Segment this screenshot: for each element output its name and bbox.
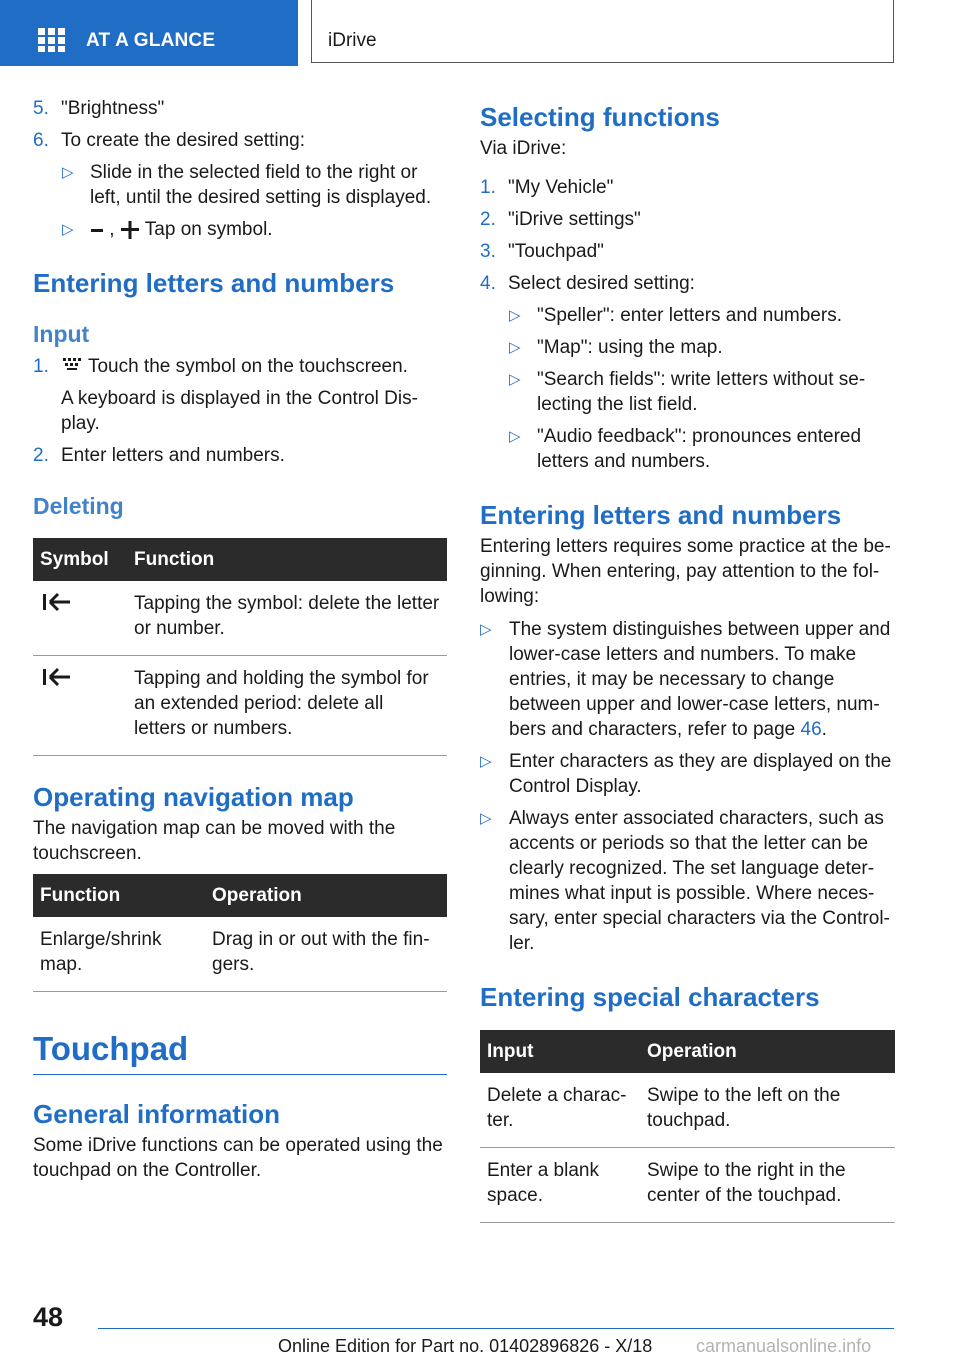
triangle-bullet-icon: ▷ <box>62 164 74 181</box>
nav-table <box>33 874 447 992</box>
table-row <box>33 917 447 992</box>
step-number: 6. <box>33 130 49 151</box>
heading-touchpad: Touchpad <box>33 1030 189 1067</box>
grid-icon <box>38 28 66 52</box>
page-header <box>0 0 960 66</box>
table-header: Operation <box>640 1030 895 1073</box>
step-text: Enter letters and numbers. <box>61 445 285 466</box>
bullet-text: "Audio feedback": pronounces entered letters and numbers. <box>537 426 862 472</box>
list-item <box>33 443 447 468</box>
triangle-bullet-icon: ▷ <box>480 753 492 770</box>
triangle-bullet-icon: ▷ <box>480 810 492 827</box>
via-text: Via iDrive: <box>480 138 567 159</box>
right-column <box>480 96 895 1223</box>
section-tab[interactable] <box>0 0 298 66</box>
keyboard-icon <box>61 356 83 378</box>
bullet-item <box>480 335 895 360</box>
step-text: "iDrive settings" <box>508 209 641 230</box>
bullet-item <box>480 749 895 799</box>
list-item <box>33 96 447 121</box>
section-divider <box>33 1074 447 1075</box>
bullet-item <box>480 303 895 328</box>
list-item <box>33 128 447 153</box>
table-cell: Tapping and holding the symbol for an extended period: delete all letters or numbers. <box>127 656 447 756</box>
list-item <box>33 354 447 436</box>
table-header: Function <box>127 538 447 581</box>
step-label: Touch the symbol on the touchscreen. <box>87 356 408 377</box>
table-cell: Tapping the symbol: delete the letter or number. <box>127 581 447 656</box>
bullet-item <box>33 160 447 210</box>
step-number: 4. <box>480 273 496 294</box>
page-number: 48 <box>33 1302 64 1332</box>
left-column <box>33 96 447 1183</box>
step-text: "My Vehicle" <box>508 177 614 198</box>
step-number: 1. <box>480 177 496 198</box>
bullet-text: Always enter associated characters, such as accents or periods so that the letter can be clearly recognized. The set language deter‐mines what input is possible. Where neces‐sary, enter special characters via the Control‐ler. <box>509 808 890 954</box>
list-item <box>480 207 895 232</box>
general-paragraph: Some iDrive functions can be operated using the touchpad on the Controller. <box>33 1135 443 1181</box>
step-extra: A keyboard is displayed in the Control Dis‐play. <box>61 388 418 434</box>
table-cell: Drag in or out with the fin‐gers. <box>205 917 447 992</box>
step-number: 2. <box>33 445 49 466</box>
bullet-label: Tap on symbol. <box>144 219 273 240</box>
tip-text: The system distinguishes between upper and lower-case letters and numbers. To make entries, it may be necessary to change between upper and lower-case letters, num‐bers and characters, refer to page <box>509 619 891 740</box>
table-cell: Swipe to the left on the touchpad. <box>640 1073 895 1148</box>
table-cell: Delete a charac‐ter. <box>480 1073 640 1148</box>
step-text: "Brightness" <box>61 98 165 119</box>
table-header: Operation <box>205 874 447 917</box>
step-number: 5. <box>33 98 49 119</box>
entering-paragraph: Entering letters requires some practice at the be‐ginning. When entering, pay attention to the fol‐lowing: <box>480 536 891 607</box>
bullet-text: "Map": using the map. <box>537 337 723 358</box>
step-text <box>61 354 447 379</box>
heading-special-characters: Entering special characters <box>480 982 820 1012</box>
table-row <box>480 1148 895 1223</box>
heading-general-info: General information <box>33 1099 281 1129</box>
table-cell <box>33 581 127 656</box>
table-cell: Enlarge/shrink map. <box>33 917 205 992</box>
nav-paragraph: The navigation map can be moved with the touchscreen. <box>33 818 396 864</box>
triangle-bullet-icon: ▷ <box>509 428 521 445</box>
table-header: Input <box>480 1030 640 1073</box>
backspace-icon <box>40 591 74 613</box>
footer-divider <box>98 1328 894 1329</box>
section-title: AT A GLANCE <box>86 30 216 51</box>
backspace-icon <box>40 666 74 688</box>
step-text: "Touchpad" <box>508 241 604 262</box>
footer-edition: Online Edition for Part no. 01402896826 - X/18 <box>278 1336 653 1356</box>
triangle-bullet-icon: ▷ <box>62 221 74 238</box>
plus-icon <box>120 220 140 240</box>
delete-table <box>33 538 447 756</box>
bullet-item <box>480 367 895 417</box>
heading-entering-letters: Entering letters and numbers <box>480 500 842 530</box>
list-item <box>480 271 895 296</box>
step-text: Select desired setting: <box>508 273 695 294</box>
bullet-item <box>480 806 895 956</box>
table-row <box>480 1073 895 1148</box>
watermark: carmanualsonline.info <box>696 1336 872 1356</box>
heading-deleting: Deleting <box>33 493 124 519</box>
page-link[interactable]: 46 <box>800 719 822 740</box>
table-row <box>33 581 447 656</box>
bullet-text: "Speller": enter letters and numbers. <box>537 305 842 326</box>
step-number: 3. <box>480 241 496 262</box>
table-header: Symbol <box>33 538 127 581</box>
bullet-text: Slide in the selected field to the right or left, until the desired setting is displayed. <box>90 162 432 208</box>
heading-entering-letters: Entering letters and numbers <box>33 268 395 298</box>
table-row <box>33 656 447 756</box>
special-table <box>480 1030 895 1223</box>
bullet-text: , Tap on symbol. <box>90 217 447 242</box>
table-header: Function <box>33 874 205 917</box>
step-number: 2. <box>480 209 496 230</box>
heading-selecting-functions: Selecting functions <box>480 102 720 132</box>
bullet-text: Enter characters as they are displayed on the Control Display. <box>509 751 892 797</box>
bullet-item <box>33 217 447 242</box>
step-text: To create the desired setting: <box>61 130 305 151</box>
triangle-bullet-icon: ▷ <box>480 621 492 638</box>
bullet-item <box>480 617 895 742</box>
bullet-text: "Search fields": write letters without se‐lecting the list field. <box>537 369 866 415</box>
table-cell <box>33 656 127 756</box>
bullet-text: The system distinguishes between upper and lower-case letters and numbers. To make entries, it may be necessary to change between upper and lower-case letters, num‐bers and characters, refer to page 46. <box>509 619 891 740</box>
triangle-bullet-icon: ▷ <box>509 307 521 324</box>
chapter-title: iDrive <box>328 30 377 51</box>
triangle-bullet-icon: ▷ <box>509 339 521 356</box>
triangle-bullet-icon: ▷ <box>509 371 521 388</box>
table-cell: Enter a blank space. <box>480 1148 640 1223</box>
table-cell: Swipe to the right in the center of the touchpad. <box>640 1148 895 1223</box>
chapter-box <box>311 0 894 63</box>
minus-icon <box>90 223 104 237</box>
list-item <box>480 239 895 264</box>
bullet-item <box>480 424 895 474</box>
step-number: 1. <box>33 356 49 377</box>
list-item <box>480 175 895 200</box>
heading-navigation-map: Operating navigation map <box>33 782 354 812</box>
heading-input: Input <box>33 321 90 347</box>
